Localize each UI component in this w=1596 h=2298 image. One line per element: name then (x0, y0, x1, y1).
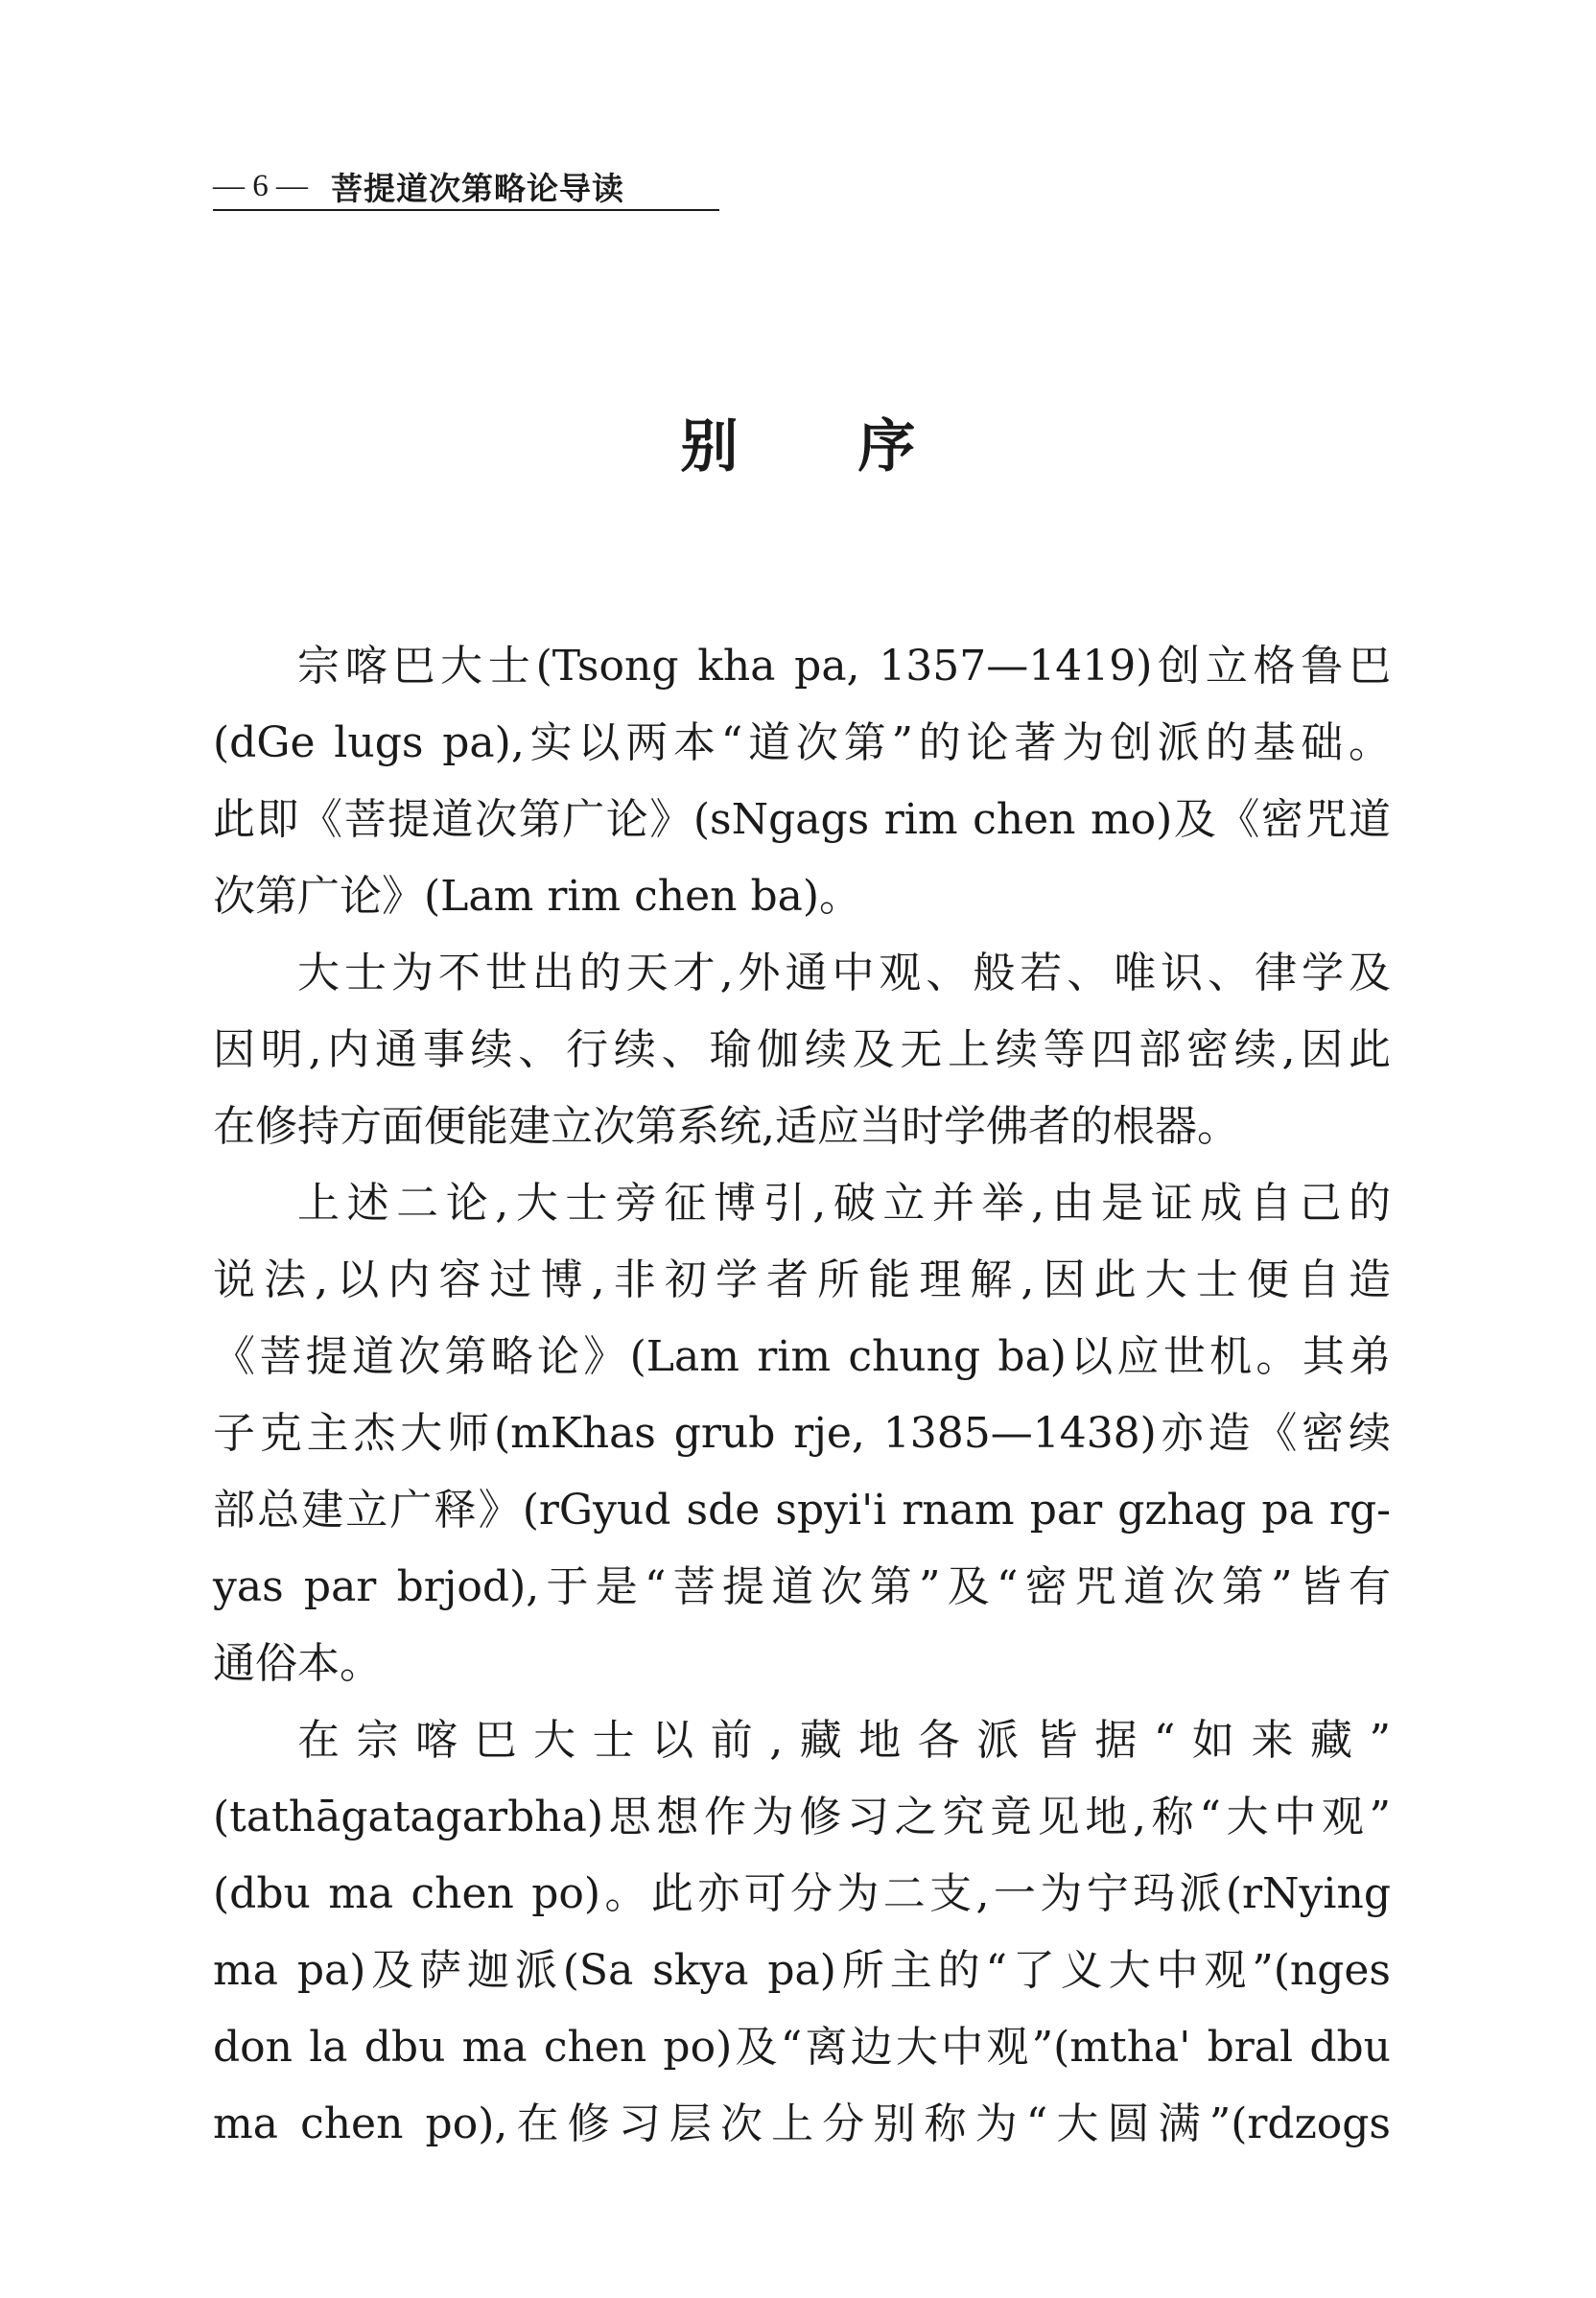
paragraph-3 (213, 1165, 1391, 1702)
text-line: don la dbu ma chen po)及“离边大中观”(mtha' bral dbu (213, 2023, 1391, 2072)
text-line: 子克主杰大师(mKhas grub rje, 1385—1438)亦造《密续 (213, 1409, 1391, 1458)
paragraph-2 (213, 935, 1391, 1165)
text-line: 此即《菩提道次第广论》(sNgags rim chen mo)及《密咒道 (213, 795, 1391, 844)
text-line: 上述二论,大士旁征博引,破立并举,由是证成自己的 (297, 1179, 1391, 1228)
text-line: ma chen po),在修习层次上分别称为“大圆满”(rdzogs (213, 2099, 1391, 2148)
text-line: 部总建立广释》(rGyud sde spyi'i rnam par gzhag pa rg- (213, 1486, 1391, 1535)
text-line: 因明,内通事续、行续、瑜伽续及无上续等四部密续,因此 (213, 1025, 1391, 1074)
text-line: 次第广论》(Lam rim chen ba)。 (213, 872, 862, 921)
text-line: 《菩提道次第略论》(Lam rim chung ba)以应世机。其弟 (213, 1332, 1391, 1381)
text-line: 在修持方面便能建立次第系统,适应当时学佛者的根器。 (213, 1102, 1239, 1151)
text-line: 说法,以内容过博,非初学者所能理解,因此大士便自造 (213, 1255, 1391, 1304)
text-line: yas par brjod),于是“菩提道次第”及“密咒道次第”皆有 (213, 1562, 1391, 1611)
text-line: (tathāgatagarbha)思想作为修习之究竟见地,称“大中观” (213, 1793, 1391, 1841)
paragraph-4 (213, 1702, 1391, 2163)
page-number: — 6 — (213, 168, 308, 203)
text-line: 在宗喀巴大士以前,藏地各派皆据“如来藏” (297, 1716, 1391, 1765)
text-line: 宗喀巴大士(Tsong kha pa, 1357—1419)创立格鲁巴 (297, 642, 1391, 691)
paragraph-1 (213, 628, 1391, 935)
running-header (213, 163, 719, 211)
book-title: 菩提道次第略论导读 (331, 169, 624, 207)
text-line: (dbu ma chen po)。此亦可分为二支,一为宁玛派(rNying (213, 1869, 1391, 1918)
text-line: 通俗本。 (213, 1639, 382, 1688)
body-text (213, 628, 1391, 2163)
chapter-title: 别 序 (680, 413, 966, 481)
text-line: (dGe lugs pa),实以两本“道次第”的论著为创派的基础。 (213, 718, 1391, 767)
text-line: 大士为不世出的天才,外通中观、般若、唯识、律学及 (297, 949, 1391, 997)
text-line: ma pa)及萨迦派(Sa skya pa)所主的“了义大中观”(nges (213, 1946, 1391, 1995)
